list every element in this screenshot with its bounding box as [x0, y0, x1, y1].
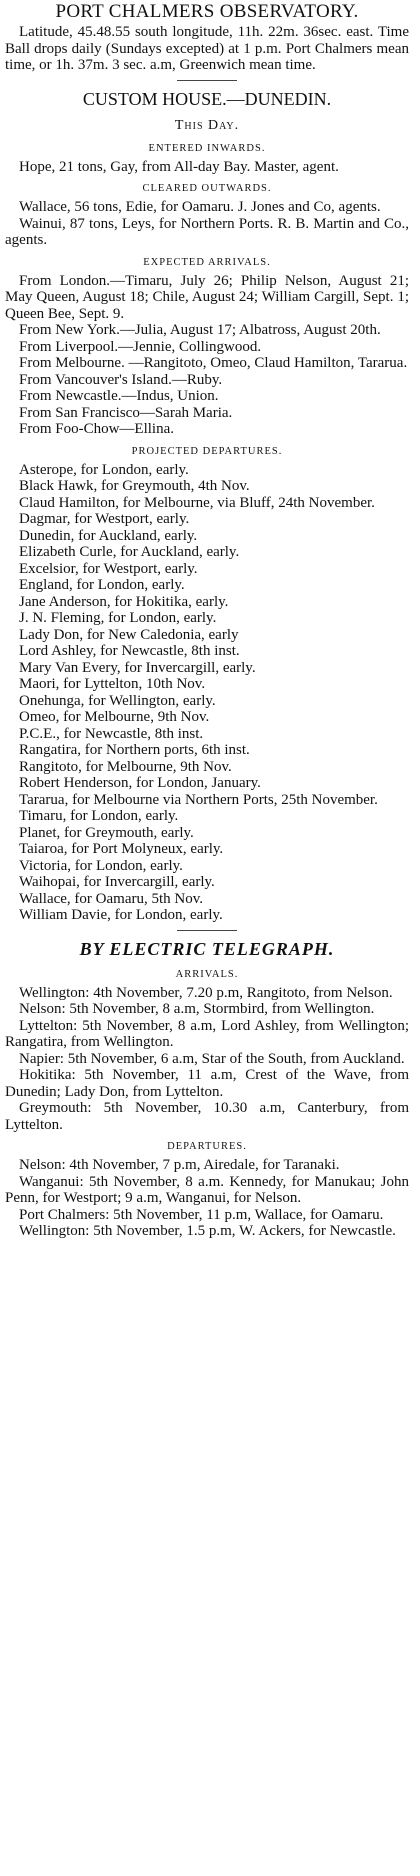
list-item: Lord Ashley, for Newcastle, 8th inst. — [19, 643, 240, 659]
list-item: Robert Henderson, for London, January. — [19, 775, 261, 791]
expected-arrivals-list — [5, 273, 409, 438]
observatory-heading: PORT CHALMERS OBSERVATORY. — [55, 1, 359, 22]
telegraph-departures-heading: DEPARTURES. — [167, 1141, 247, 1152]
list-item: Claud Hamilton, for Melbourne, via Bluff, 24th November. — [19, 494, 375, 511]
list-item: From New York.—Julia, August 17; Albatross, August 20th. — [19, 322, 381, 338]
list-item: Nelson: 4th November, 7 p.m, Airedale, for Taranaki. — [19, 1157, 340, 1173]
list-item: Jane Anderson, for Hokitika, early. — [19, 593, 229, 610]
list-item: Rangatira, for Northern ports, 6th inst. — [19, 742, 250, 758]
projected-departures-heading: PROJECTED DEPARTURES. — [131, 445, 283, 457]
this-day-heading: This Day. — [174, 117, 240, 133]
projected-departures-list — [5, 462, 409, 924]
telegraph-arrivals-list — [5, 985, 409, 1134]
list-item: Asterope, for London, early. — [19, 461, 189, 478]
list-item: Omeo, for Melbourne, 9th Nov. — [19, 709, 210, 725]
list-item: From Melbourne. —Rangitoto, Omeo, Claud Hamilton, Tararua. — [19, 355, 408, 371]
list-item: From Vancouver's Island.—Ruby. — [19, 371, 223, 388]
cleared-outwards-heading: CLEARED OUTWARDS. — [142, 183, 272, 194]
list-item: Elizabeth Curle, for Auckland, early. — [19, 544, 240, 560]
entered-inwards-list — [5, 159, 409, 176]
list-item: England, for London, early. — [19, 577, 185, 593]
list-item: Mary Van Every, for Invercargill, early. — [19, 659, 256, 676]
list-item: From London.—Timaru, July 26; Philip Nelson, August 21; May Queen, August 18; Chile, August 24; William Cargill, Sept. 1; Queen Bee, Sept. 9. — [5, 272, 409, 322]
list-item: Excelsior, for Westport, early. — [19, 560, 198, 577]
list-item: Black Hawk, for Greymouth, 4th Nov. — [19, 478, 250, 494]
list-item: Wallace, 56 tons, Edie, for Oamaru. J. Jones and Co, agents. — [19, 199, 381, 215]
divider — [177, 930, 237, 931]
list-item: Hokitika: 5th November, 11 a.m, Crest of the Wave, from Dunedin; Lady Don, from Lyttelton. — [5, 1067, 409, 1100]
telegraph-departures-list — [5, 1157, 409, 1240]
list-item: Nelson: 5th November, 8 a.m, Stormbird, from Wellington. — [19, 1001, 375, 1017]
list-item: Hope, 21 tons, Gay, from All-day Bay. Master, agent. — [19, 158, 339, 175]
list-item: Dunedin, for Auckland, early. — [19, 527, 198, 544]
list-item: Lyttelton: 5th November, 8 a.m, Lord Ashley, from Wellington; Rangatira, from Wellington. — [5, 1017, 409, 1050]
list-item: Wellington: 5th November, 1.5 p.m, W. Ackers, for Newcastle. — [19, 1223, 396, 1239]
list-item: Wanganui: 5th November, 8 a.m. Kennedy, for Manukau; John Penn, for Westport; 9 a.m, Wanganui, for Nelson. — [5, 1173, 409, 1206]
list-item: Lady Don, for New Caledonia, early — [19, 626, 239, 643]
list-item: Wellington: 4th November, 7.20 p.m, Rangitoto, from Nelson. — [19, 984, 393, 1001]
list-item: Greymouth: 5th November, 10.30 a.m, Canterbury, from Lyttelton. — [5, 1100, 409, 1133]
list-item: Waihopai, for Invercargill, early. — [19, 874, 215, 890]
list-item: From Newcastle.—Indus, Union. — [19, 388, 219, 404]
list-item: From Foo-Chow—Ellina. — [19, 421, 175, 437]
list-item: Taiaroa, for Port Molyneux, early. — [19, 841, 224, 857]
entered-inwards-heading: ENTERED INWARDS. — [148, 142, 266, 154]
list-item: Maori, for Lyttelton, 10th Nov. — [19, 676, 206, 692]
list-item: Victoria, for London, early. — [19, 857, 183, 874]
list-item: Planet, for Greymouth, early. — [19, 824, 194, 841]
list-item: Onehunga, for Wellington, early. — [19, 692, 216, 709]
list-item: Port Chalmers: 5th November, 11 p.m, Wallace, for Oamaru. — [19, 1206, 384, 1223]
list-item: Dagmar, for Westport, early. — [19, 511, 190, 527]
list-item: Napier: 5th November, 6 a.m, Star of the South, from Auckland. — [19, 1050, 405, 1067]
expected-arrivals-heading: EXPECTED ARRIVALS. — [143, 256, 271, 268]
list-item: Tararua, for Melbourne via Northern Ports, 25th November. — [19, 791, 378, 808]
telegraph-heading: BY ELECTRIC TELEGRAPH. — [79, 938, 335, 959]
list-item: J. N. Fleming, for London, early. — [19, 610, 217, 626]
list-item: Wallace, for Oamaru, 5th Nov. — [19, 890, 203, 907]
list-item: William Davie, for London, early. — [19, 907, 223, 923]
list-item: From San Francisco—Sarah Maria. — [19, 404, 233, 421]
list-item: From Liverpool.—Jennie, Collingwood. — [19, 338, 262, 355]
list-item: Timaru, for London, early. — [19, 808, 179, 824]
divider — [177, 80, 237, 81]
list-item: Wainui, 87 tons, Leys, for Northern Ports. R. B. Martin and Co., agents. — [5, 215, 409, 248]
observatory-paragraph: Latitude, 45.48.55 south longitude, 11h. 22m. 36sec. east. Time Ball drops daily (Sundays excepted) at 1 p.m. Port Chalmers mean time, or 1h. 37m. 3 sec. a.m, Greenwich mean time. — [5, 24, 409, 73]
cleared-outwards-list — [5, 199, 409, 249]
list-item: Rangitoto, for Melbourne, 9th Nov. — [19, 758, 232, 775]
custom-house-heading: CUSTOM HOUSE.—DUNEDIN. — [82, 88, 332, 109]
telegraph-arrivals-heading: ARRIVALS. — [175, 968, 239, 980]
list-item: P.C.E., for Newcastle, 8th inst. — [19, 725, 204, 742]
